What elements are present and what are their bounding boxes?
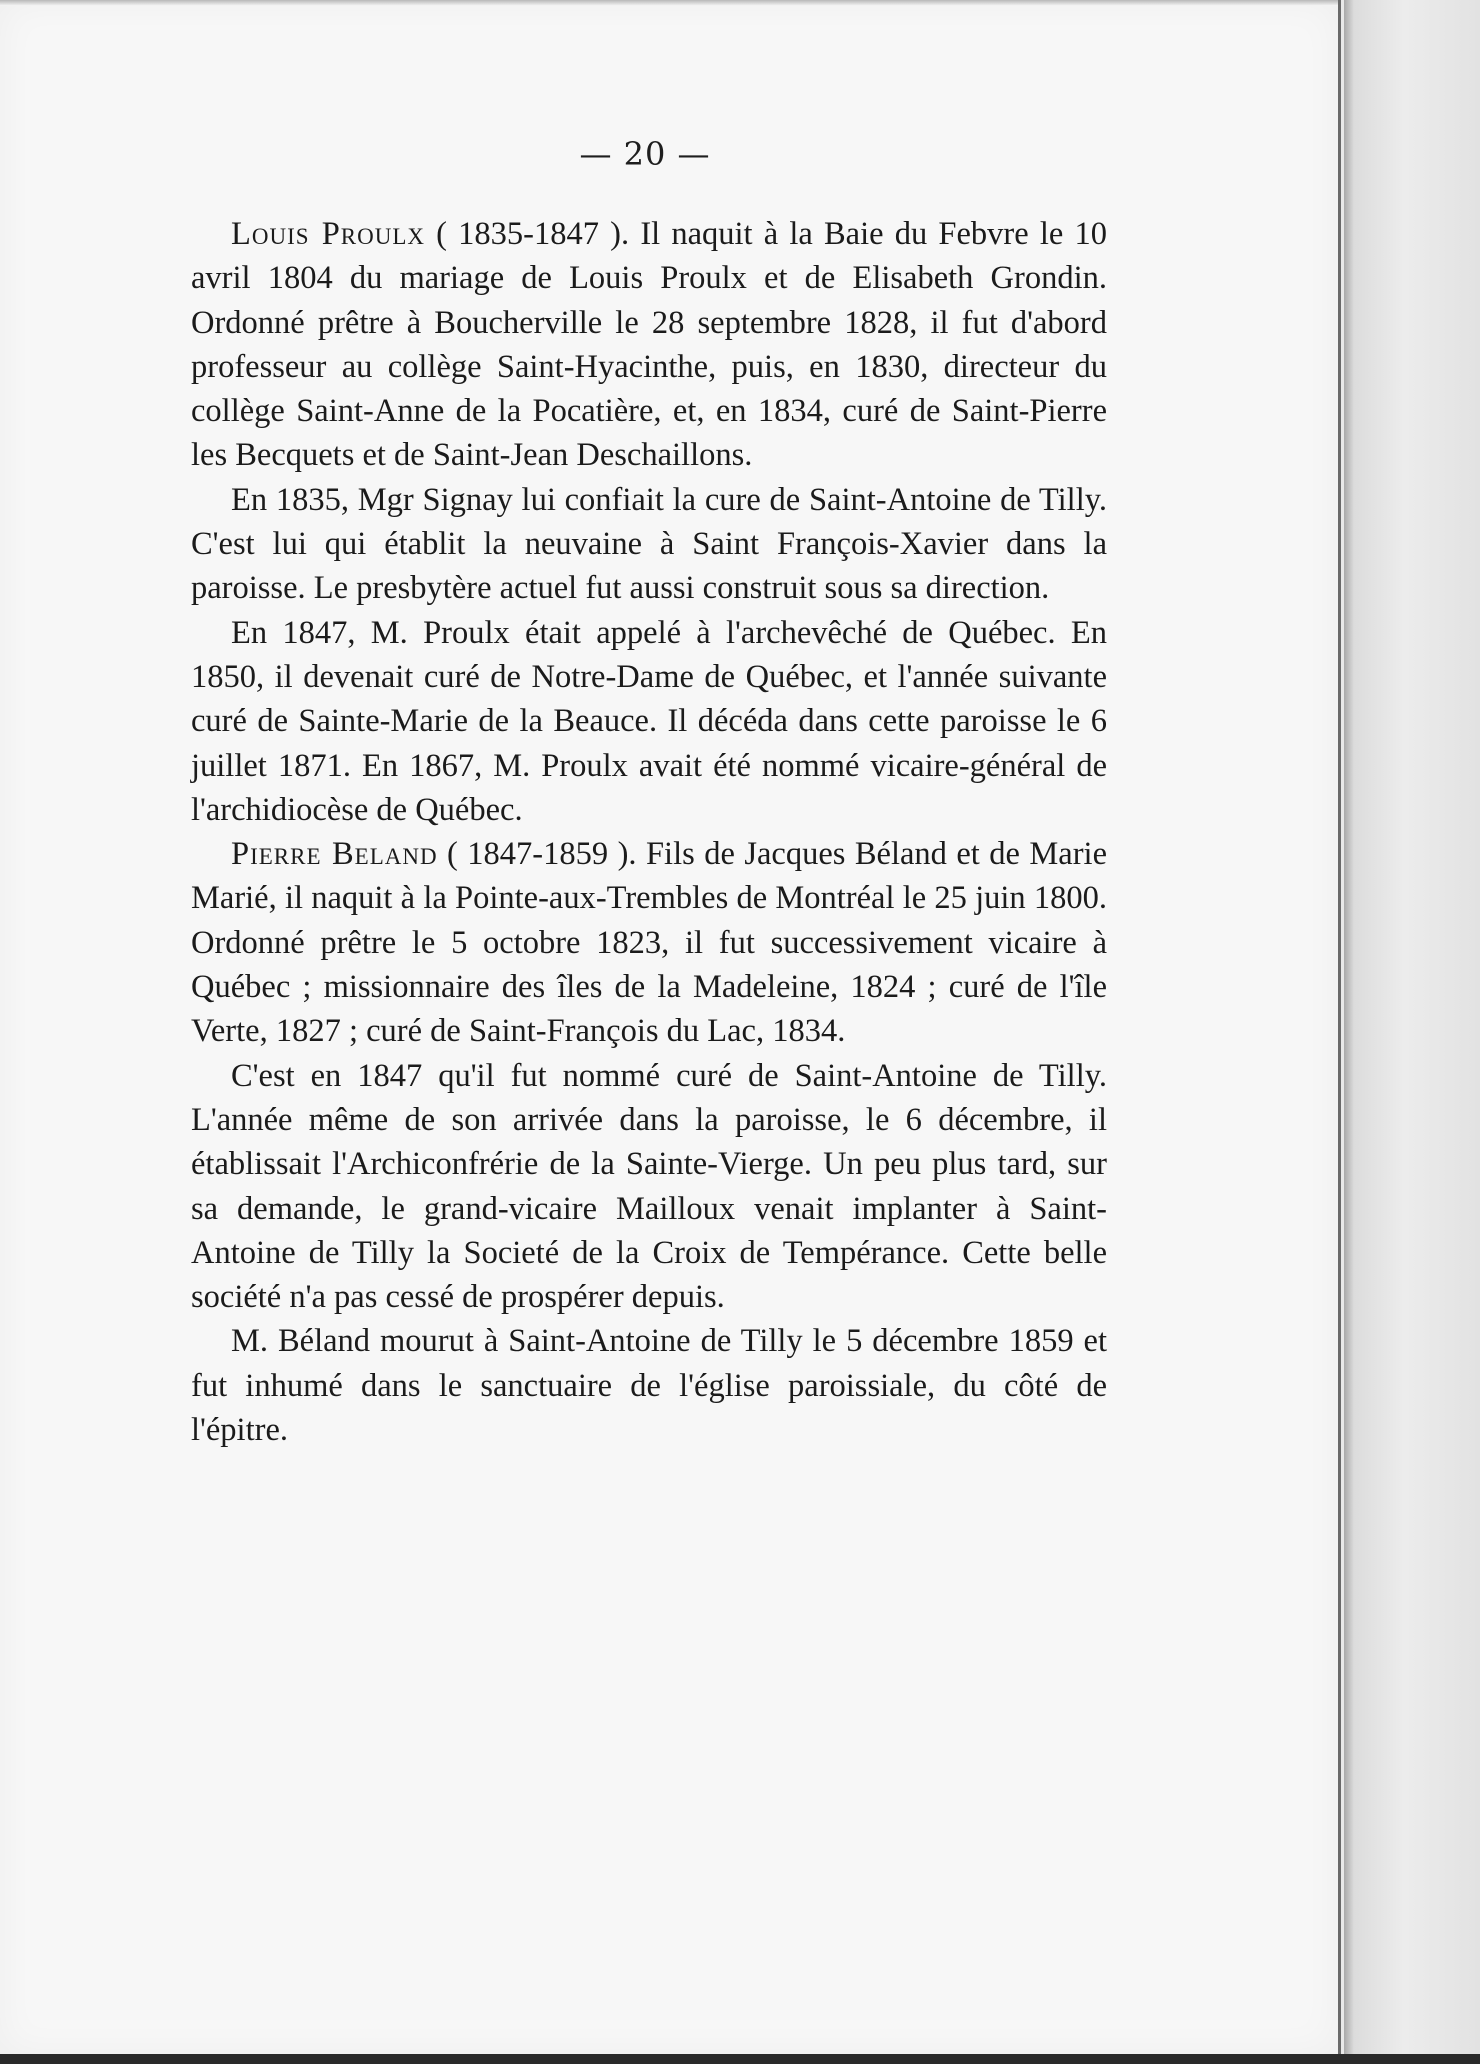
paragraph-beland-death [191, 1319, 1107, 1452]
paragraph-proulx-later-career [191, 611, 1107, 832]
scan-bottom-edge [0, 2054, 1480, 2064]
paragraph-tilly-cure [191, 478, 1107, 611]
person-name-heading: Pierre Beland [231, 836, 438, 873]
paragraph-beland-tilly [191, 1054, 1107, 1320]
paragraph-text: C'est en 1847 qu'il fut nommé curé de Saint-Antoine de Tilly. L'année même de son arrivée dans la paroisse, le 6 décembre, il établissait l'Archiconfrérie de la Sainte-Vierge. Un peu plus tard, sur sa demande, le grand-vicaire Mailloux venait implanter à Saint-Antoine de Tilly la Societé de la Croix de Tempérance. Cette belle société n'a pas cessé de prospérer depuis. [191, 1057, 1107, 1316]
paragraph-louis-proulx-bio [191, 212, 1107, 478]
page-number: — 20 — [579, 135, 711, 173]
adjacent-page-edge [1344, 0, 1480, 2064]
paragraph-text: ( 1835-1847 ). Il naquit à la Baie du Febvre le 10 avril 1804 du mariage de Louis Proulx et de Elisabeth Grondin. Ordonné prêtre à Boucherville le 28 septembre 1828, il fut d'abord professeur au collège Saint-Hyacinthe, puis, en 1830, directeur du collège Saint-Anne de la Pocatière, et, en 1834, curé de Saint-Pierre les Becquets et de Saint-Jean Deschaillons. [191, 216, 1107, 474]
paragraph-text: ( 1847-1859 ). Fils de Jacques Béland et de Marie Marié, il naquit à la Pointe-aux-Trembles de Montréal le 25 juin 1800. Ordonné prêtre le 5 octobre 1823, il fut successivement vicaire à Québec ; missionnaire des îles de la Madeleine, 1824 ; curé de l'île Verte, 1827 ; curé de Saint-François du Lac, 1834. [191, 836, 1107, 1050]
page-top-edge [0, 0, 1338, 6]
person-name-heading: Louis Proulx [231, 216, 425, 252]
paragraph-text: M. Béland mourut à Saint-Antoine de Tilly le 5 décembre 1859 et fut inhumé dans le sanctuaire de l'église paroissiale, du côté de l'épitre. [191, 1323, 1107, 1449]
paragraph-text: En 1847, M. Proulx était appelé à l'archevêché de Québec. En 1850, il devenait curé de Notre-Dame de Québec, et l'année suivante curé de Sainte-Marie de la Beauce. Il décéda dans cette paroisse le 6 juillet 1871. En 1867, M. Proulx avait été nommé vicaire-général de l'archidiocèse de Québec. [191, 614, 1107, 828]
paragraph-text: En 1835, Mgr Signay lui confiait la cure de Saint-Antoine de Tilly. C'est lui qui établit la neuvaine à Saint François-Xavier dans la paroisse. Le presbytère actuel fut aussi construit sous sa direction. [191, 481, 1107, 607]
paragraph-pierre-beland-bio [191, 832, 1107, 1053]
body-text [191, 212, 1107, 1452]
